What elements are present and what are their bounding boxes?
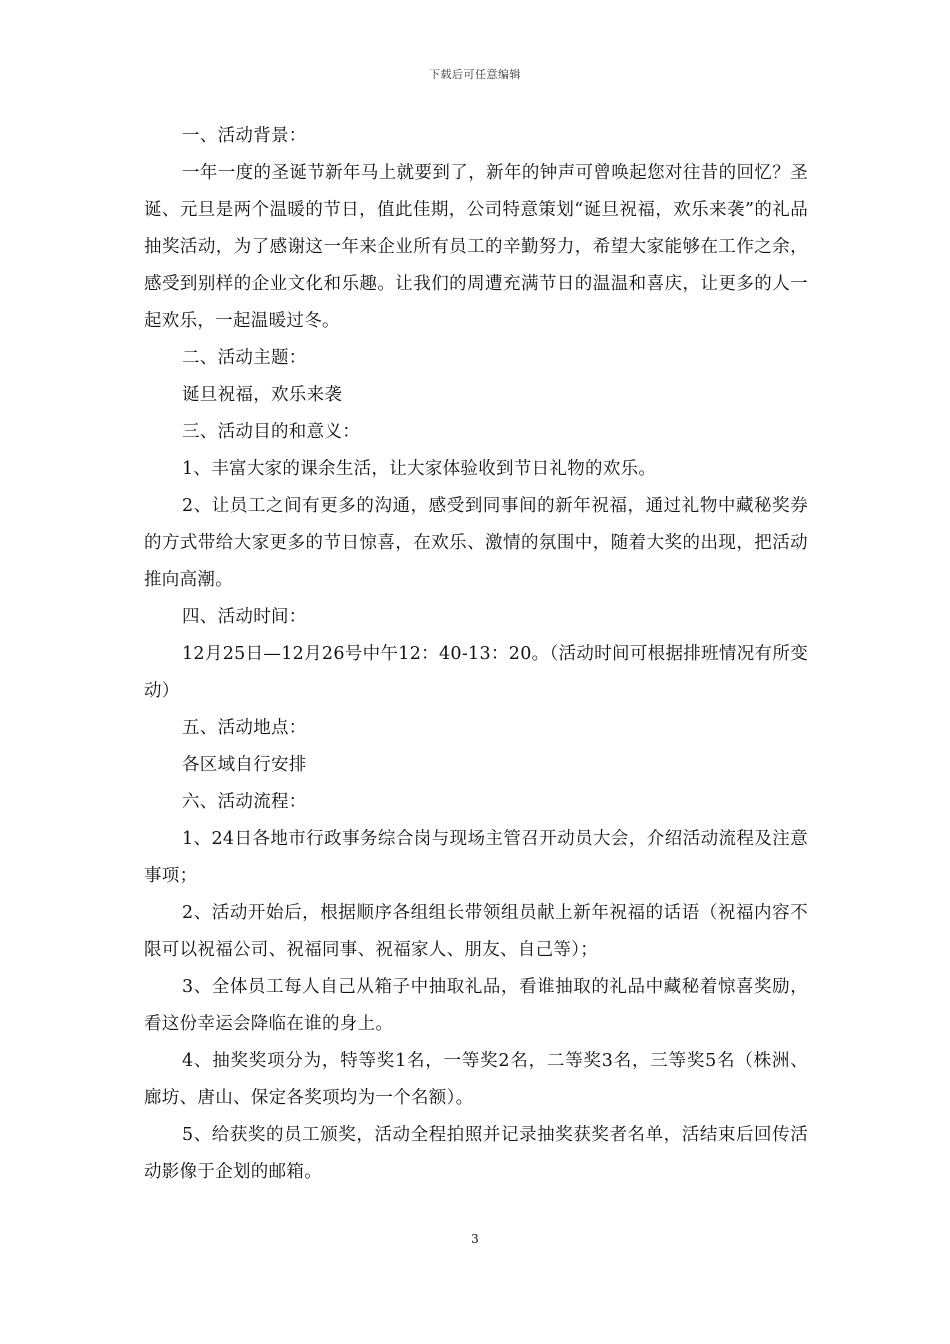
process-item-3: 3、全体员工每人自己从箱子中抽取礼品，看谁抽取的礼品中藏秘着惊喜奖励，看这份幸运会降临在谁的身上。 (144, 977, 808, 1034)
location-text: 各区域自行安排 (182, 755, 307, 775)
purpose-item-1: 1、丰富大家的课余生活，让大家体验收到节日礼物的欢乐。 (182, 459, 657, 479)
purpose-item-2: 2、让员工之间有更多的沟通，感受到同事间的新年祝福，通过礼物中藏秘奖券的方式带给大家更多的节日惊喜，在欢乐、激情的氛围中，随着大奖的出现，把活动推向高潮。 (144, 496, 808, 590)
section-heading-time: 四、活动时间： (182, 607, 307, 627)
process-item-4: 4、抽奖奖项分为，特等奖1名，一等奖2名，二等奖3名，三等奖5名（株洲、廊坊、唐山、保定各奖项均为一个名额）。 (144, 1051, 808, 1108)
theme-text: 诞旦祝福，欢乐来袭 (182, 385, 343, 405)
section-heading-location: 五、活动地点： (182, 718, 307, 738)
page-header: 下载后可任意编辑 (429, 68, 521, 81)
section-heading-background: 一、活动背景： (182, 126, 307, 146)
document-body (144, 118, 808, 1191)
section-heading-process: 六、活动流程： (182, 792, 307, 812)
time-text: 12月25日—12月26号中午12：40-13：20。（活动时间可根据排班情况有所变动） (144, 644, 808, 701)
process-item-1: 1、24日各地市行政事务综合岗与现场主管召开动员大会，介绍活动流程及注意事项； (144, 829, 808, 886)
process-item-5: 5、给获奖的员工颁奖，活动全程拍照并记录抽奖获奖者名单，活结束后回传活动影像于企划的邮箱。 (144, 1125, 808, 1182)
background-paragraph: 一年一度的圣诞节新年马上就要到了，新年的钟声可曾唤起您对往昔的回忆？圣诞、元旦是两个温暖的节日，值此佳期，公司特意策划“诞旦祝福，欢乐来袭”的礼品抽奖活动，为了感谢这一年来企业所有员工的辛勤努力，希望大家能够在工作之余，感受到别样的企业文化和乐趣。让我们的周遭充满节日的温温和喜庆，让更多的人一起欢乐，一起温暖过冬。 (144, 163, 808, 331)
process-item-2: 2、活动开始后，根据顺序各组组长带领组员献上新年祝福的话语（祝福内容不限可以祝福公司、祝福同事、祝福家人、朋友、自己等）； (144, 903, 808, 960)
section-heading-purpose: 三、活动目的和意义： (182, 422, 360, 442)
page-number: 3 (471, 1232, 479, 1246)
section-heading-theme: 二、活动主题： (182, 348, 307, 368)
